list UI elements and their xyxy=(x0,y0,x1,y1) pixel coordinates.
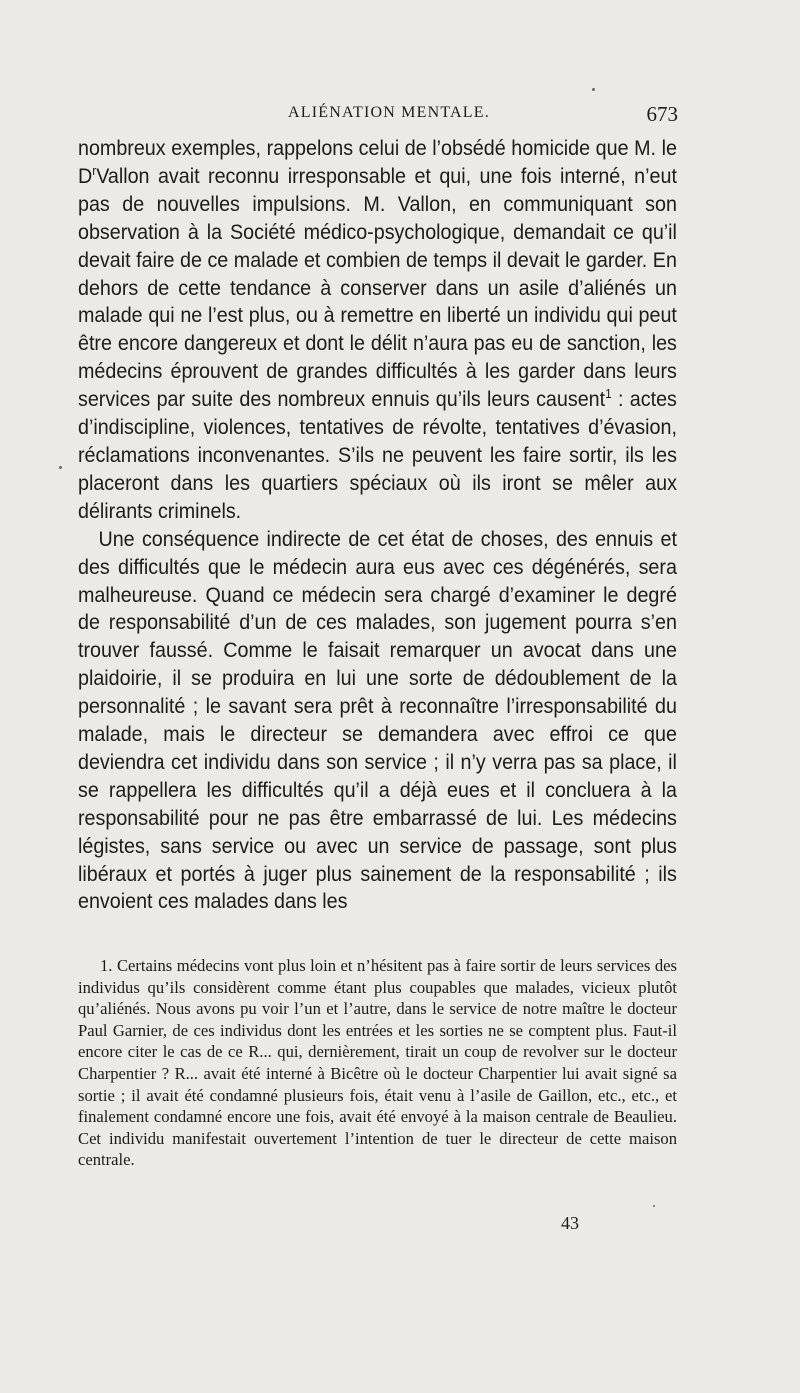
page-number: 673 xyxy=(646,102,678,126)
footnote-reference: 1 xyxy=(605,386,612,402)
paragraph: Une conséquence indirecte de cet état de choses, des ennuis et des difficultés que le médecin aura eus avec ces dégénérés, sera malheureuse. Quand ce médecin sera chargé d’examiner le degré de responsabilité d’un de ces malades, son jugement pourra s’en trouver faussé. Comme le faisait remarquer un avocat dans une plaidoirie, il se produira en lui une sorte de dédoublement de la personnalité ; le savant sera prêt à reconnaître l’irresponsabilité du malade, mais le directeur se demandera avec effroi ce que deviendra cet individu dans son service ; il n’y verra pas sa place, il se rappellera les difficultés qu’il a déjà eues et il concluera à la responsabilité pour ne pas être embarrassé de lui. Les médecins légistes, sans service ou avec un service de passage, sont plus libéraux et portés à juger plus sainement de la responsabilité ; ils envoient ces malades dans les xyxy=(78,527,677,914)
title-superscript: r xyxy=(92,162,97,178)
paper-speck xyxy=(592,88,595,91)
footnotes xyxy=(78,955,677,1171)
body-text xyxy=(78,135,677,916)
paragraph xyxy=(78,135,677,526)
running-head xyxy=(78,104,678,130)
footnote: 1. Certains médecins vont plus loin et n’hésitent pas à faire sortir de leurs services des individus qu’ils considèrent comme étant plus coupables que malades, vicieux plutôt qu’aliénés. Nous avons pu voir l’un et l’autre, dans le service de notre maître le docteur Paul Garnier, de ces individus dont les entrées et les sorties ne se comptent plus. Faut-il encore citer le cas de ce R... qui, dernièrement, tirait un coup de revolver sur le docteur Charpentier ? R... avait été interné à Bicêtre où le docteur Charpentier lui avait signé sa sortie ; il avait été condamné plusieurs fois, était venu à l’asile de Gaillon, etc., etc., et finalement condamné encore une fois, avait été envoyé à la maison centrale de Beaulieu. Cet individu manifestait ouvertement l’intention de tuer le directeur de cette maison centrale. xyxy=(78,956,677,1170)
paper-speck xyxy=(653,1205,655,1207)
paragraph-text: Vallon avait reconnu irresponsable et qui, une fois interné, n’eut pas de nouvelles impulsions. M. Vallon, en communiquant son observation à la Société médico-psychologique, demandait ce qu’il devait faire de ce malade et combien de temps il devait le garder. En dehors de cette tendance à conserver dans un asile d’aliénés un malade qui ne l’est plus, ou à remettre en liberté un individu qui peut être encore dangereux et dont le délit n’aura pas eu de sanction, les médecins éprouvent de grandes difficultés à les garder dans leurs services par suite des nombreux ennuis qu’ils leurs causent xyxy=(78,164,677,412)
paragraph-text: : actes d’indiscipline, violences, tentatives de révolte, tentatives d’évasion, réclamations inconvenantes. S’ils ne peuvent les faire sortir, ils les placeront dans les quartiers spéciaux où ils iront se mêler aux délirants criminels. xyxy=(78,388,677,523)
running-title: ALIÉNATION MENTALE. xyxy=(288,104,490,121)
signature-mark: 43 xyxy=(561,1213,579,1233)
paragraph-text: nombreux exemples, rappelons celui de l’obsédé homicide que M. le D xyxy=(78,137,677,188)
paper-speck xyxy=(59,466,62,469)
